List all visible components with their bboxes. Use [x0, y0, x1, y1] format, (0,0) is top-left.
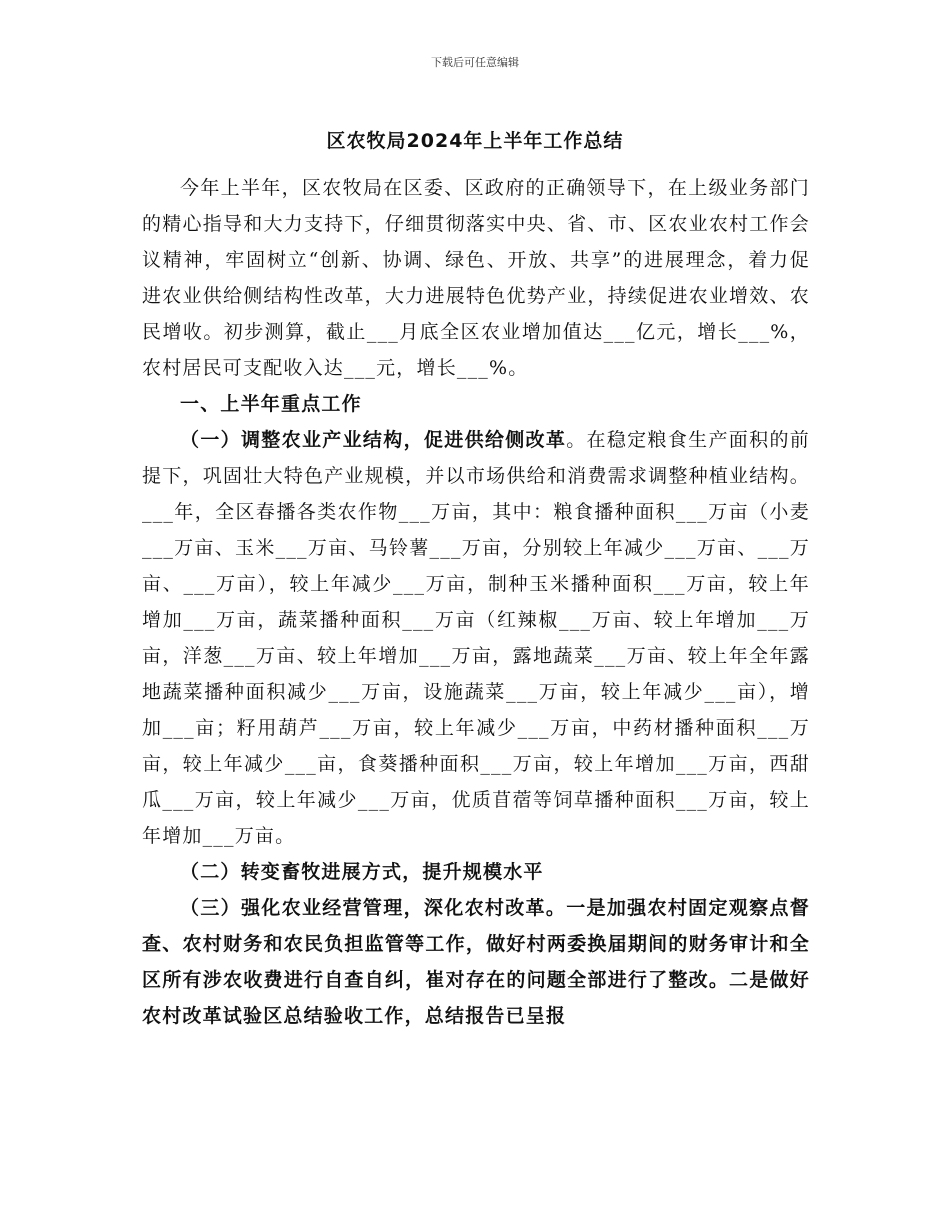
item-1-paragraph: [142, 422, 810, 854]
item-3-paragraph: [142, 890, 810, 1034]
item-3-text: 。一是加强农村固定观察点督查、农村财务和农民负担监管等工作，做好村两委换届期间的财务审计和全区所有涉农收费进行自查自纠，崔对存在的问题全部进行了整改。二是做好农村改革试验区总结验收工作，总结报告已呈报: [142, 897, 810, 1027]
item-1-lead: （一）调整农业产业结构，促进供给侧改革: [180, 429, 567, 451]
item-1-text: 。在稳定粮食生产面积的前提下，巩固壮大特色产业规模，并以市场供给和消费需求调整种植业结构。___年，全区春播各类农作物___万亩，其中：粮食播种面积___万亩（小麦___万亩、玉米___万亩、马铃薯___万亩，分别较上年减少___万亩、___万亩、___万亩），较上年减少___万亩，制种玉米播种面积___万亩，较上年增加___万亩，蔬菜播种面积___万亩（红辣椒___万亩、较上年增加___万亩，洋葱___万亩、较上年增加___万亩，露地蔬菜___万亩、较上年全年露地蔬菜播种面积减少___万亩，设施蔬菜___万亩，较上年减少___亩），增加___亩；籽用葫芦___万亩，较上年减少___万亩，中药材播种面积___万亩，较上年减少___亩，食葵播种面积___万亩，较上年增加___万亩，西甜瓜___万亩，较上年减少___万亩，优质苜蓿等饲草播种面积___万亩，较上年增加___万亩。: [142, 429, 810, 847]
section-heading-1: 一、上半年重点工作: [180, 393, 362, 415]
item-3-lead: （三）强化农业经营管理，深化农村改革: [180, 897, 546, 919]
document-body: [142, 170, 810, 1034]
document-title: 区农牧局2024年上半年工作总结: [326, 130, 624, 152]
item-2-heading: （二）转变畜牧进展方式，提升规模水平: [180, 861, 544, 883]
intro-paragraph: 今年上半年，区农牧局在区委、区政府的正确领导下，在上级业务部门的精心指导和大力支持下，仔细贯彻落实中央、省、市、区农业农村工作会议精神，牢固树立“创新、协调、绿色、开放、共享”的进展理念，着力促进农业供给侧结构性改革，大力进展特色优势产业，持续促进农业增效、农民增收。初步测算，截止___月底全区农业增加值达___亿元，增长___%，农村居民可支配收入达___元，增长___%。: [142, 177, 810, 379]
header-note: 下载后可任意编辑: [431, 56, 519, 69]
